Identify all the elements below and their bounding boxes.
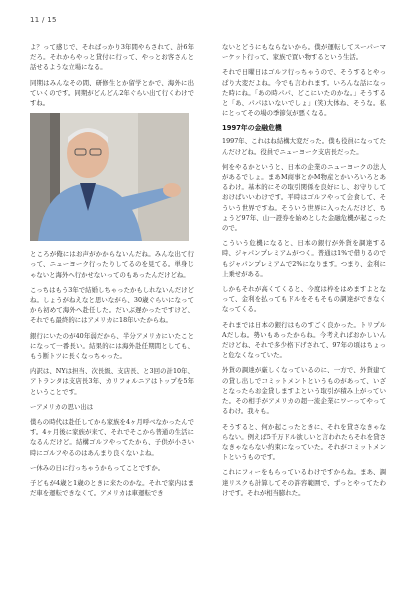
paragraph: こういう危機になると、日本の銀行が外貨を調達する時、ジャパンプレミアムがつく。普通は1%で借りるのでもジャパンプレミアムで2%になります。つまり、金利に上乗せがある。 [222,239,386,278]
paragraph: ところが俺にはお声がかからないんだね。みんな出て行って、ニューヨーク行ったりしてるのを見てる。単身じゃないと海外へ行かせないってのもあったんだけどね。 [30,250,194,279]
paragraph: 1997年、これはね結構大変だった。僕も役員になってたんだけどね。役員でニューヨーク支店長だった。 [222,137,386,156]
paragraph: 僕らの時代は赴任してから家族を4ヶ月呼べなかったんです。4ヶ月後に家族が来て、それでそこから普通の生活になるんだけど。結構ゴルフやってたから、子供が小さい時にゴルフやるのはあんまり良くないよね。 [30,418,194,457]
paragraph: こっちはもう3年で結婚しちゃったかもしれないんだけどね。しょうがねえなと思いながら、30歳ぐらいになってから初めて海外へ赴任した。だいぶ遅かったですけど、それでも最終的にはアメリカに18年いたからね。 [30,285,194,325]
question: ー休みの日に行っちゃうからってことですか。 [30,463,165,472]
portrait-illustration [30,113,189,241]
paragraph: そうすると、何か起こったときに、それを貸さなきゃならない。例えば5千万ドル欲しいと言われたらそれを貸さなきゃならない約束になっていた。それがコミットメントというものです。 [222,422,386,462]
paragraph: それで日曜日はゴルフ行っちゃうので、そうするとやっぱり大変だよね。今でも言われます。いろんな話になった時にね。「あの時パパ、どこにいたのかな。」そうすると「あ、パパはいないでしょ」(笑)大体ね、そうな。私にとってその場の季節気が悪くなる。 [222,68,386,118]
question: ーアメリカの思い出は [30,402,94,411]
section-heading: 1997年の金融危機 [222,124,282,133]
paragraph: 銀行にいたのが40年弱だから、半分アメリカにいたことになって一番長い。結果的には海外赴任期間としても、もう断トツに長くなっちゃった。 [30,331,194,361]
paragraph: 外貨の調達が厳しくなっているのに、一方で、外貨建ての貸し出しでコミットメントというものがあって、いざとなったらお金貸しますよという取引が積み上がっていた。その相手がアメリカの超一流企業にワーってやってるわけ。我々も。 [222,366,386,416]
left-column [30,42,194,503]
paragraph: 同期はみんなその間、研修生とか留学とかで、海外に出ていくのです。同期がどんどん2年ぐらい出て行くわけですね。 [30,78,194,108]
paragraph: 何をやるかというと、日本の企業のニューヨークの法人があるでしょ。まあM商事とかM物産とかいろいろとあるわけ。基本的にその取引関係を良好にし、お守りしておけばいいわけです。平時はゴルフやって会食して、そういう世界ですね。そういう世界に入ったんだけど、ちょうど97年、山一證券を始めとした金融危機が起こったので。 [222,162,386,233]
paragraph: ないとどうにもならないから。僕が運転してスーパーマーケット行って、家族で買い物するという生活。 [222,43,386,62]
paragraph: これにフィーをもらっているわけですからね。まあ、調達リスクも計算してその許容範囲で、ずっとやってたわけです。それが相当膨れた。 [222,468,386,497]
page-number: 11 / 15 [30,16,57,24]
paragraph: 内訳は、NYは担当、次長級、支店長、と3回の計10年、アトランタは支店長3年、カリフォルニアはトップを5年ということです。 [30,367,194,396]
paragraph: よ？って感じで、そればっかり3年間やらされて、計6年だろ。それからやっと貸付に行って、やっとお客さんと話せるような立場になる。 [30,43,194,72]
interview-photo [30,113,189,241]
paragraph: それまでは日本の銀行はものすごく良かった。トリプルAだしね。勢いもあったからね。今考えればおかしいんだけどね、それで多少格下げされて、97年の頃はちょっと危なくなっていた。 [222,320,386,360]
paragraph: しかもそれが高くてくると、今度は枠をはめますよとなって、金利を払ってもドルをそもそもの調達ができなくなってくる。 [222,285,386,314]
paragraph: 子どもが4歳と1歳のときに来たのかな。それで家内はまだ車を運転できなくて。アメリカは車運転でき [30,479,194,498]
right-column [222,42,386,503]
